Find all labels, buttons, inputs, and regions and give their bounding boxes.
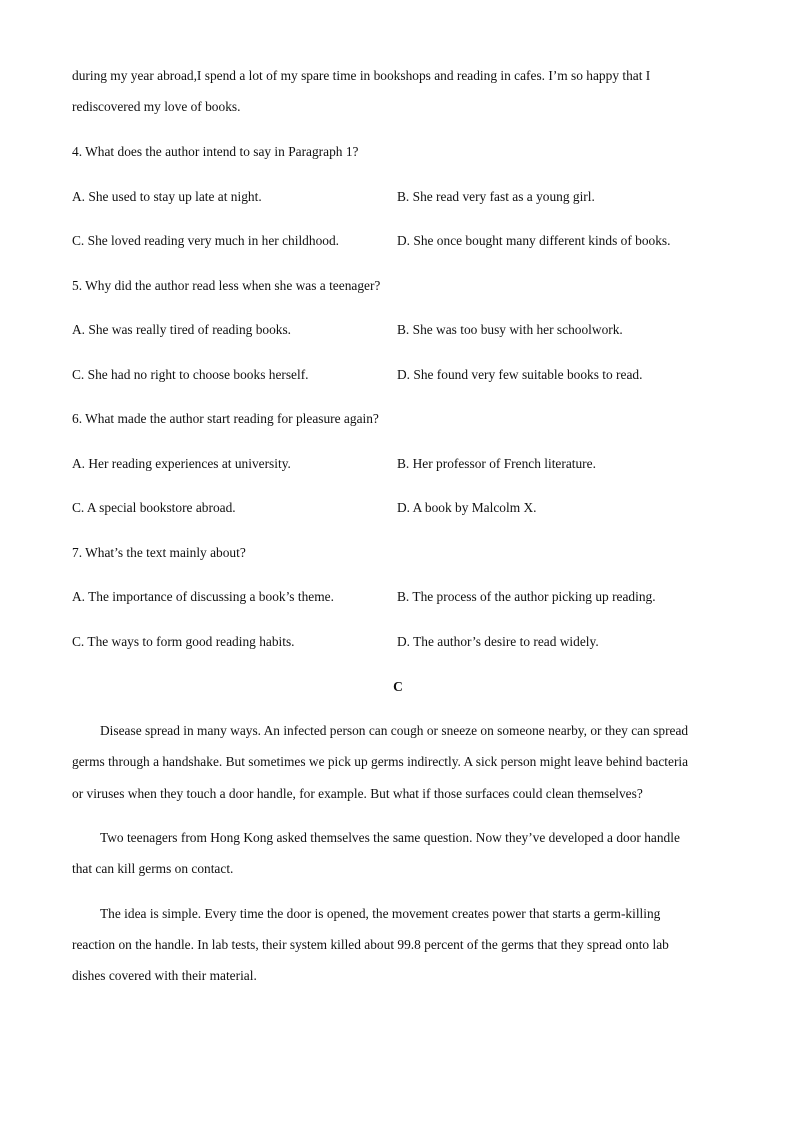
answer-option: C. The ways to form good reading habits. [72,634,295,649]
answer-option: D. She once bought many different kinds of books. [397,233,671,248]
answer-option: A. The importance of discussing a book’s theme. [72,589,334,604]
answer-option: C. She loved reading very much in her childhood. [72,233,340,248]
question-stem: 7. What’s the text mainly about? [72,545,246,560]
answer-option: A. She was really tired of reading books. [72,322,292,337]
passage-line: reaction on the handle. In lab tests, their system killed about 99.8 percent of the germs that they spread onto lab [72,937,669,952]
answer-option: B. The process of the author picking up reading. [397,589,656,604]
passage-line: Two teenagers from Hong Kong asked themselves the same question. Now they’ve developed a door handle [100,830,680,845]
answer-option: C. A special bookstore abroad. [72,500,236,515]
intro-line: during my year abroad,I spend a lot of my spare time in bookshops and reading in cafes. I’m so happy that I [72,68,651,83]
passage-line: Disease spread in many ways. An infected person can cough or sneeze on someone nearby, or they can spread [100,723,689,738]
answer-option: A. Her reading experiences at university. [72,456,291,471]
answer-option: B. She was too busy with her schoolwork. [397,322,623,337]
answer-option: D. She found very few suitable books to read. [397,367,643,382]
passage-line: germs through a handshake. But sometimes we pick up germs indirectly. A sick person might leave behind bacteria [72,754,689,769]
passage-line: or viruses when they touch a door handle, for example. But what if those surfaces could clean themselves? [72,786,643,801]
question-stem: 6. What made the author start reading for pleasure again? [72,411,379,426]
passage-line: that can kill germs on contact. [72,861,234,876]
passage-line: The idea is simple. Every time the door is opened, the movement creates power that starts a germ-killing [100,906,661,921]
answer-option: B. Her professor of French literature. [397,456,596,471]
answer-option: B. She read very fast as a young girl. [397,189,595,204]
question-stem: 4. What does the author intend to say in Paragraph 1? [72,144,359,159]
question-stem: 5. Why did the author read less when she was a teenager? [72,278,381,293]
section-heading: C [393,679,403,694]
intro-line: rediscovered my love of books. [72,99,241,114]
answer-option: D. The author’s desire to read widely. [397,634,599,649]
answer-option: D. A book by Malcolm X. [397,500,537,515]
passage-line: dishes covered with their material. [72,968,257,983]
answer-option: A. She used to stay up late at night. [72,189,262,204]
answer-option: C. She had no right to choose books herself. [72,367,309,382]
